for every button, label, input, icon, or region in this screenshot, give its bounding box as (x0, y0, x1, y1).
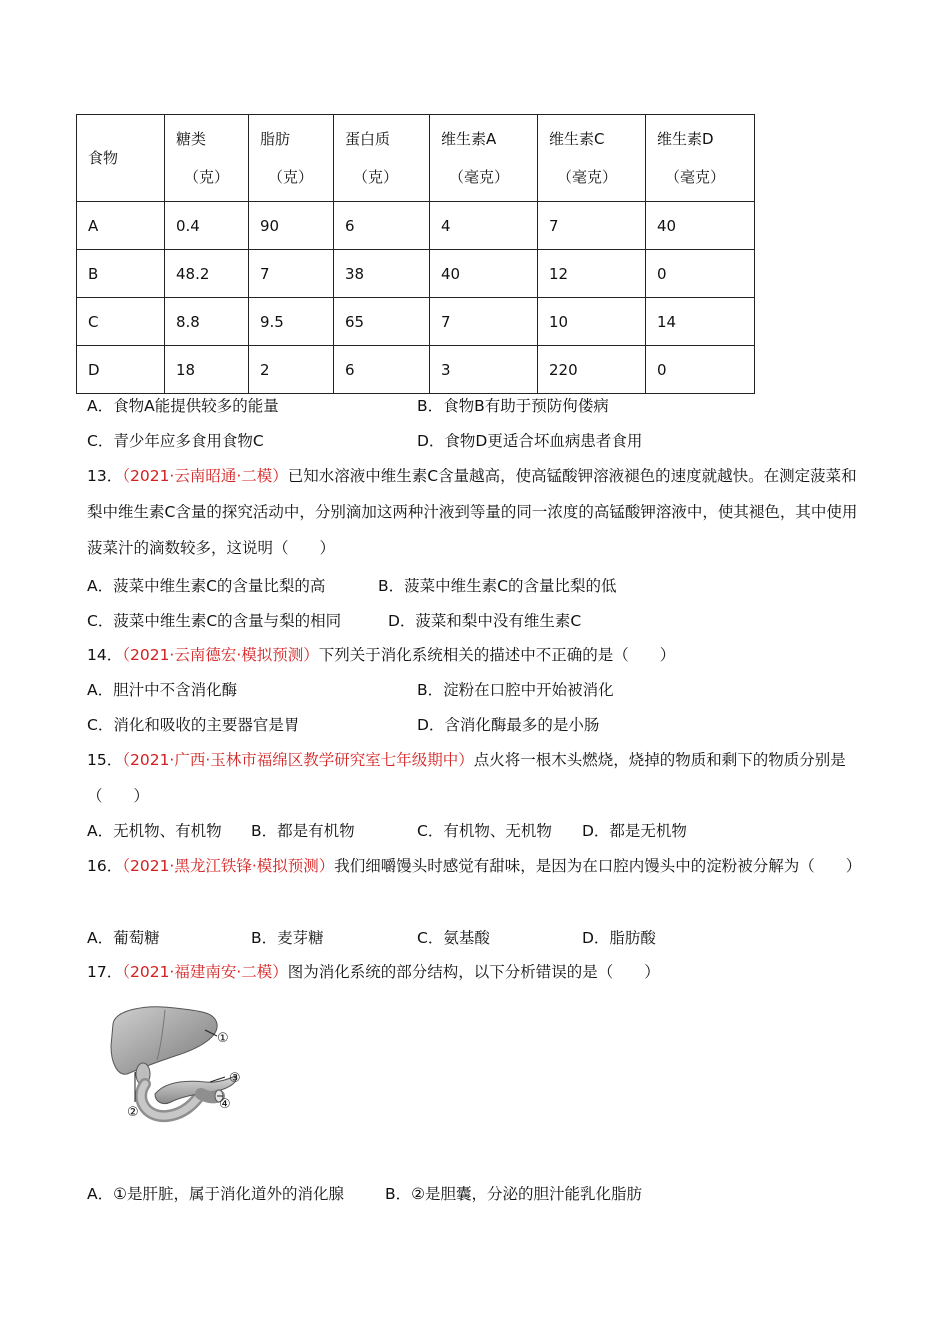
header-vitamin-c: 维生素C （毫克） (538, 115, 646, 202)
table-cell: 65 (334, 298, 430, 346)
question-source: （2021·福建南安·二模） (122, 963, 288, 981)
question-number: 14． (87, 646, 123, 664)
q14-option-d: D．含消化酶最多的是小肠 (417, 716, 600, 734)
q13-option-c: C．菠菜中维生素C的含量与梨的相同 (87, 612, 342, 630)
table-cell: 18 (165, 346, 249, 394)
table-cell: 7 (430, 298, 538, 346)
question-number: 17． (87, 963, 123, 981)
table-cell: 38 (334, 250, 430, 298)
table-cell: 0 (646, 250, 755, 298)
table-cell: 6 (334, 202, 430, 250)
digestive-system-figure (105, 1002, 275, 1124)
table-cell: 0.4 (165, 202, 249, 250)
q16-option-d: D．脂肪酸 (582, 929, 656, 947)
table-header-row (77, 115, 755, 202)
q17-stem (87, 962, 660, 982)
table-cell: C (77, 298, 165, 346)
question-text: 下列关于消化系统相关的描述中不正确的是（ ） (318, 646, 676, 664)
q12-option-d: D．食物D更适合坏血病患者食用 (417, 432, 643, 450)
q16-stem (87, 848, 867, 884)
header-vitamin-d: 维生素D （毫克） (646, 115, 755, 202)
figure-label-1: ① (217, 1031, 229, 1046)
table-cell: 90 (249, 202, 334, 250)
table-cell: 2 (249, 346, 334, 394)
table-cell: 10 (538, 298, 646, 346)
table-cell: B (77, 250, 165, 298)
question-source: （2021·云南昭通·二模） (122, 467, 288, 485)
q14-option-a: A．胆汁中不含消化酶 (87, 681, 238, 699)
table-cell: 12 (538, 250, 646, 298)
nutrition-table (76, 114, 755, 394)
q13-option-d: D．菠菜和梨中没有维生素C (388, 612, 582, 630)
table-row (77, 346, 755, 394)
header-fat: 脂肪 （克） (249, 115, 334, 202)
q13-option-a: A．菠菜中维生素C的含量比梨的高 (87, 577, 326, 595)
question-text: 已知水溶液中维生素C含量越高，使高锰酸钾溶液褪色的速度就越快。在测定菠菜和梨中维生素C含量的探究活动中，分别滴加这两种汁液到等量的同一浓度的高锰酸钾溶液中，使其褪色，其中使用菠菜汁的滴数较多，这说明（ ） (87, 467, 858, 557)
table-row (77, 250, 755, 298)
table-cell: 14 (646, 298, 755, 346)
q17-option-b: B．②是胆囊，分泌的胆汁能乳化脂肪 (385, 1185, 643, 1203)
q14-option-c: C．消化和吸收的主要器官是胃 (87, 716, 300, 734)
table-cell: 40 (430, 250, 538, 298)
header-food: 食物 (77, 115, 165, 202)
table-cell: 220 (538, 346, 646, 394)
question-text: 我们细嚼馒头时感觉有甜味，是因为在口腔内馒头中的淀粉被分解为（ ） (334, 857, 862, 875)
q16-option-b: B．麦芽糖 (251, 929, 324, 947)
q16-option-c: C．氨基酸 (417, 929, 490, 947)
q13-stem (87, 458, 867, 566)
q14-stem (87, 645, 675, 665)
liver-pancreas-illustration (105, 1002, 275, 1124)
header-vitamin-a: 维生素A （毫克） (430, 115, 538, 202)
table-cell: 40 (646, 202, 755, 250)
q13-option-b: B．菠菜中维生素C的含量比梨的低 (378, 577, 617, 595)
q14-option-b: B．淀粉在口腔中开始被消化 (417, 681, 614, 699)
question-text: 点火将一根木头燃烧，烧掉的物质和剩下的物质分别是（ ） (87, 751, 846, 805)
table-cell: 9.5 (249, 298, 334, 346)
header-sugar: 糖类 （克） (165, 115, 249, 202)
question-number: 15． (87, 751, 123, 769)
figure-label-4: ④ (219, 1097, 231, 1112)
table-cell: D (77, 346, 165, 394)
question-text: 图为消化系统的部分结构，以下分析错误的是（ ） (287, 963, 660, 981)
q15-option-c: C．有机物、无机物 (417, 822, 552, 840)
question-source: （2021·广西·玉林市福绵区教学研究室七年级期中） (122, 751, 474, 769)
table-row (77, 298, 755, 346)
q16-option-a: A．葡萄糖 (87, 929, 160, 947)
q12-option-b: B．食物B有助于预防佝偻病 (417, 397, 609, 415)
table-cell: 7 (249, 250, 334, 298)
q15-option-d: D．都是无机物 (582, 822, 687, 840)
table-cell: 3 (430, 346, 538, 394)
q15-stem (87, 742, 867, 814)
table-cell: 0 (646, 346, 755, 394)
q15-option-b: B．都是有机物 (251, 822, 355, 840)
figure-label-2: ② (127, 1105, 139, 1120)
question-source: （2021·黑龙江铁锋·模拟预测） (122, 857, 335, 875)
figure-label-3: ③ (229, 1071, 241, 1086)
q15-option-a: A．无机物、有机物 (87, 822, 222, 840)
table-cell: 48.2 (165, 250, 249, 298)
question-number: 16． (87, 857, 123, 875)
question-source: （2021·云南德宏·模拟预测） (122, 646, 319, 664)
table-cell: 7 (538, 202, 646, 250)
table-row (77, 202, 755, 250)
table-cell: A (77, 202, 165, 250)
question-number: 13． (87, 467, 123, 485)
table-cell: 6 (334, 346, 430, 394)
q17-option-a: A．①是肝脏，属于消化道外的消化腺 (87, 1185, 344, 1203)
header-protein: 蛋白质 （克） (334, 115, 430, 202)
table-cell: 4 (430, 202, 538, 250)
table-cell: 8.8 (165, 298, 249, 346)
q12-option-c: C．青少年应多食用食物C (87, 432, 264, 450)
q12-option-a: A．食物A能提供较多的能量 (87, 397, 279, 415)
